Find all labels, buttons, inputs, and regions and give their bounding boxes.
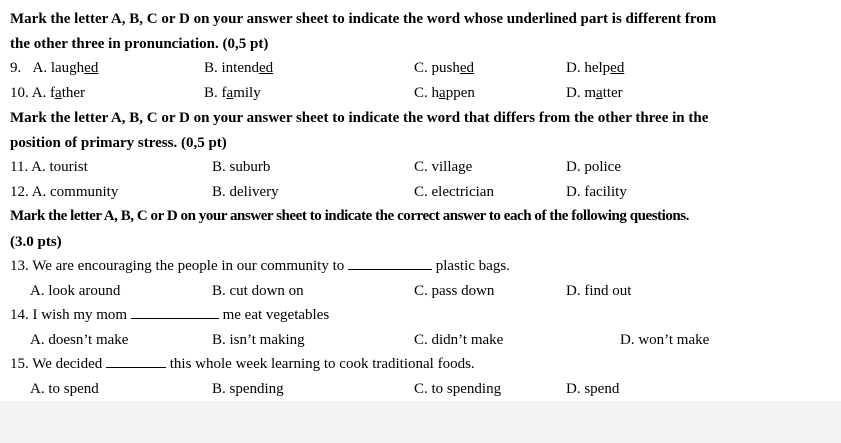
answer-blank[interactable] bbox=[106, 355, 166, 368]
option-a[interactable]: A. community bbox=[31, 184, 119, 200]
question-9 bbox=[10, 59, 98, 77]
question-number: 10. bbox=[10, 85, 29, 101]
section2-instruction-line2: position of primary stress. (0,5 pt) bbox=[10, 135, 227, 151]
underlined-part: a bbox=[596, 85, 603, 101]
q12-option-b[interactable]: B. delivery bbox=[212, 184, 279, 200]
question-15-stem: 15. We decided this whole week learning to cook traditional foods. bbox=[10, 356, 475, 372]
underlined-part: ed bbox=[84, 60, 99, 76]
q14-option-a[interactable]: A. doesn’t make bbox=[30, 332, 129, 348]
q11-option-d[interactable]: D. police bbox=[566, 159, 621, 175]
q12-option-d[interactable]: D. facility bbox=[566, 184, 627, 200]
question-number: 11. bbox=[10, 159, 29, 175]
q13-option-a[interactable]: A. look around bbox=[30, 283, 121, 299]
question-number: 15. bbox=[10, 356, 29, 372]
q14-option-c[interactable]: C. didn’t make bbox=[414, 332, 504, 348]
q15-option-d[interactable]: D. spend bbox=[566, 381, 620, 397]
question-11 bbox=[10, 158, 88, 176]
underlined-part: ed bbox=[259, 60, 274, 76]
underlined-part: a bbox=[439, 85, 446, 101]
question-number: 12. bbox=[10, 184, 29, 200]
q15-option-a[interactable]: A. to spend bbox=[30, 381, 99, 397]
q14-option-d[interactable]: D. won’t make bbox=[620, 332, 710, 348]
answer-blank[interactable] bbox=[131, 306, 219, 319]
option-a[interactable]: A. laughed bbox=[32, 60, 99, 76]
q13-option-c[interactable]: C. pass down bbox=[414, 283, 495, 299]
question-12 bbox=[10, 183, 118, 201]
section3-instruction-line2: (3.0 pts) bbox=[10, 234, 62, 250]
underlined-part: a bbox=[226, 85, 234, 101]
q15-option-c[interactable]: C. to spending bbox=[414, 381, 502, 397]
question-13-stem: 13. We are encouraging the people in our community to plastic bags. bbox=[10, 258, 510, 274]
q13-option-d[interactable]: D. find out bbox=[566, 283, 632, 299]
q11-option-b[interactable]: B. suburb bbox=[212, 159, 271, 175]
answer-blank[interactable] bbox=[348, 257, 432, 270]
q9-option-c[interactable]: C. pushed bbox=[414, 60, 475, 76]
question-number: 9. bbox=[10, 60, 22, 76]
q14-option-b[interactable]: B. isn’t making bbox=[212, 332, 305, 348]
question-14-stem: 14. I wish my mom me eat vegetables bbox=[10, 307, 330, 323]
q13-option-b[interactable]: B. cut down on bbox=[212, 283, 304, 299]
q9-option-b[interactable]: B. intended bbox=[204, 60, 274, 76]
section1-instruction-line2: the other three in pronunciation. (0,5 pt) bbox=[10, 36, 269, 52]
underlined-part: ed bbox=[459, 60, 475, 76]
option-a[interactable]: A. father bbox=[31, 85, 86, 101]
section1-instruction-line1: Mark the letter A, B, C or D on your answer sheet to indicate the word whose underlined part is different from bbox=[10, 11, 717, 27]
q10-option-d[interactable]: D. matter bbox=[566, 85, 623, 101]
section3-instruction-line1: Mark the letter A, B, C or D on your answer sheet to indicate the correct answer to each of the following questions. bbox=[10, 208, 689, 224]
q10-option-c[interactable]: C. happen bbox=[414, 85, 475, 101]
question-10 bbox=[10, 84, 85, 102]
q9-option-d[interactable]: D. helped bbox=[566, 60, 625, 76]
option-a[interactable]: A. tourist bbox=[31, 159, 88, 175]
underlined-part: ed bbox=[610, 60, 625, 76]
question-number: 14. bbox=[10, 307, 29, 323]
q12-option-c[interactable]: C. electrician bbox=[414, 184, 494, 200]
page-bottom-margin bbox=[0, 401, 841, 443]
section2-instruction-line1: Mark the letter A, B, C or D on your answer sheet to indicate the word that differs from the other three in the bbox=[10, 110, 709, 126]
question-number: 13. bbox=[10, 258, 29, 274]
underlined-part: a bbox=[55, 85, 62, 101]
q15-option-b[interactable]: B. spending bbox=[212, 381, 284, 397]
q11-option-c[interactable]: C. village bbox=[414, 159, 473, 175]
q10-option-b[interactable]: B. family bbox=[204, 85, 261, 101]
